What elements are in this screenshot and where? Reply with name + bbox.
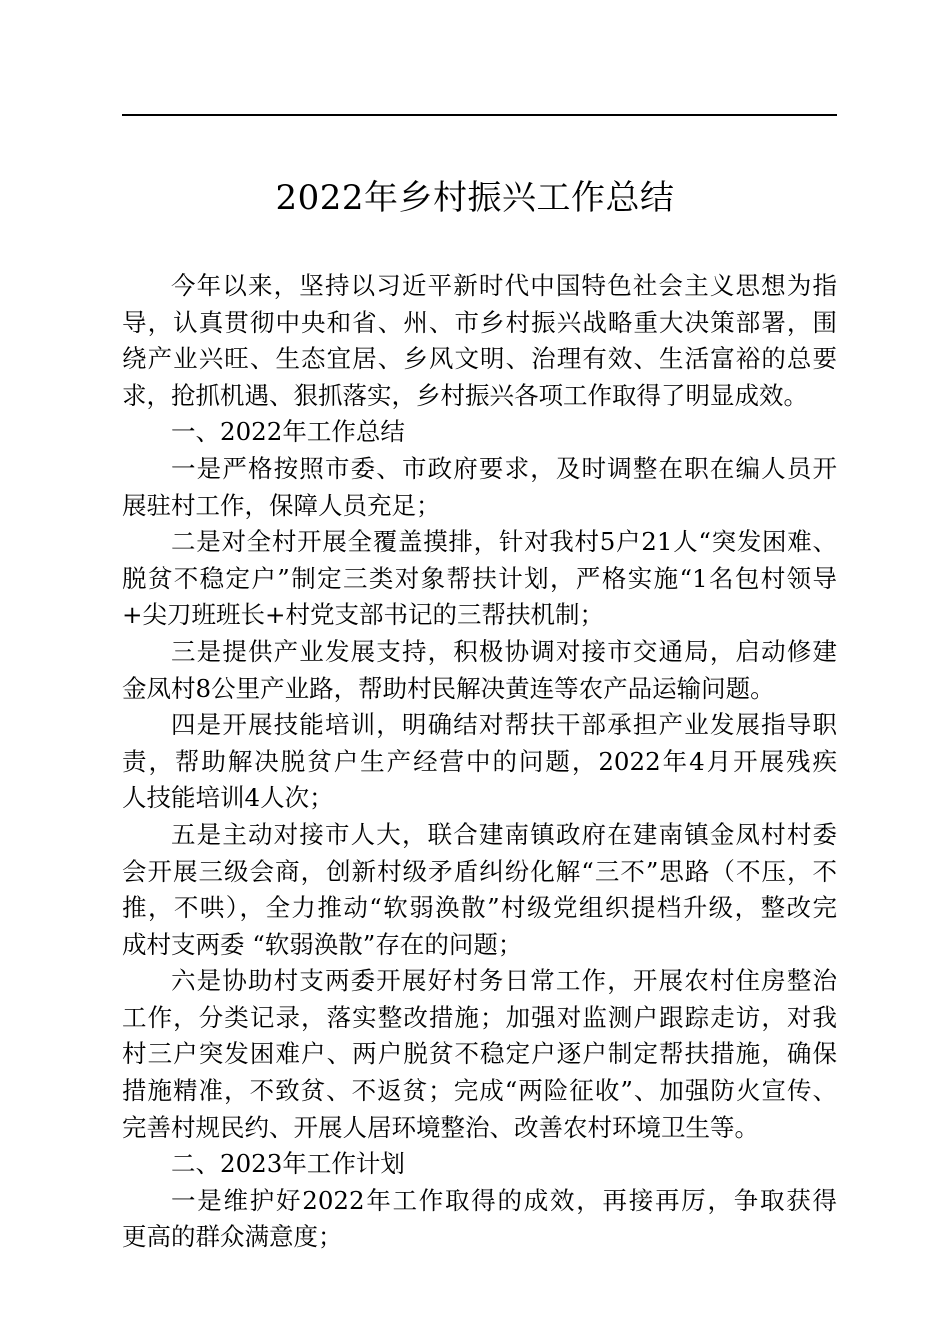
text-line: 措施精准，不致贫、不返贫；完成“两险征收”、加强防火宣传、 <box>122 1076 837 1106</box>
text-line: 金凤村8公里产业路，帮助村民解决黄连等农产品运输问题。 <box>122 673 775 703</box>
text-line: 导，认真贯彻中央和省、州、市乡村振兴战略重大决策部署，围 <box>122 307 837 337</box>
text-line: +尖刀班班长+村党支部书记的三帮扶机制； <box>122 600 605 630</box>
section-heading: 一、2022年工作总结 <box>171 417 405 447</box>
text-line: 绕产业兴旺、生态宜居、乡风文明、治理有效、生活富裕的总要 <box>122 344 837 374</box>
text-line: 责，帮助解决脱贫户生产经营中的问题，2022年4月开展残疾 <box>122 746 837 776</box>
text-line: 工作，分类记录，落实整改措施；加强对监测户跟踪走访，对我 <box>122 1002 837 1032</box>
text-line: 成村支两委 “软弱涣散”存在的问题； <box>122 929 523 959</box>
text-line: 四是开展技能培训，明确结对帮扶干部承担产业发展指导职 <box>171 710 837 740</box>
text-line: 五是主动对接市人大，联合建南镇政府在建南镇金凤村村委 <box>171 819 837 849</box>
text-line: 六是协助村支两委开展好村务日常工作，开展农村住房整治 <box>171 966 837 996</box>
text-line: 展驻村工作，保障人员充足； <box>122 490 441 520</box>
text-line: 三是提供产业发展支持，积极协调对接市交通局，启动修建 <box>171 636 837 666</box>
text-line: 一是维护好2022年工作取得的成效，再接再厉，争取获得 <box>171 1185 837 1215</box>
text-line: 推，不哄），全力推动“软弱涣散”村级党组织提档升级，整改完 <box>122 893 837 923</box>
text-line: 脱贫不稳定户”制定三类对象帮扶计划，严格实施“1名包村领导 <box>122 563 837 593</box>
section-heading: 二、2023年工作计划 <box>171 1149 405 1179</box>
text-line: 更高的群众满意度； <box>122 1222 343 1252</box>
document-title: 2022年乡村振兴工作总结 <box>275 178 675 218</box>
text-line: 二是对全村开展全覆盖摸排，针对我村5户21人“突发困难、 <box>171 527 837 557</box>
text-line: 会开展三级会商，创新村级矛盾纠纷化解“三不”思路（不压，不 <box>122 856 837 886</box>
header-rule <box>122 114 837 116</box>
text-line: 一是严格按照市委、市政府要求，及时调整在职在编人员开 <box>171 453 837 483</box>
text-line: 求，抢抓机遇、狠抓落实，乡村振兴各项工作取得了明显成效。 <box>122 380 808 410</box>
text-line: 今年以来，坚持以习近平新时代中国特色社会主义思想为指 <box>171 271 837 300</box>
text-line: 完善村规民约、开展人居环境整治、改善农村环境卫生等。 <box>122 1112 759 1142</box>
text-line: 村三户突发困难户、两户脱贫不稳定户逐户制定帮扶措施，确保 <box>122 1039 837 1069</box>
text-line: 人技能培训4人次； <box>122 783 334 813</box>
document-body <box>122 268 837 1256</box>
